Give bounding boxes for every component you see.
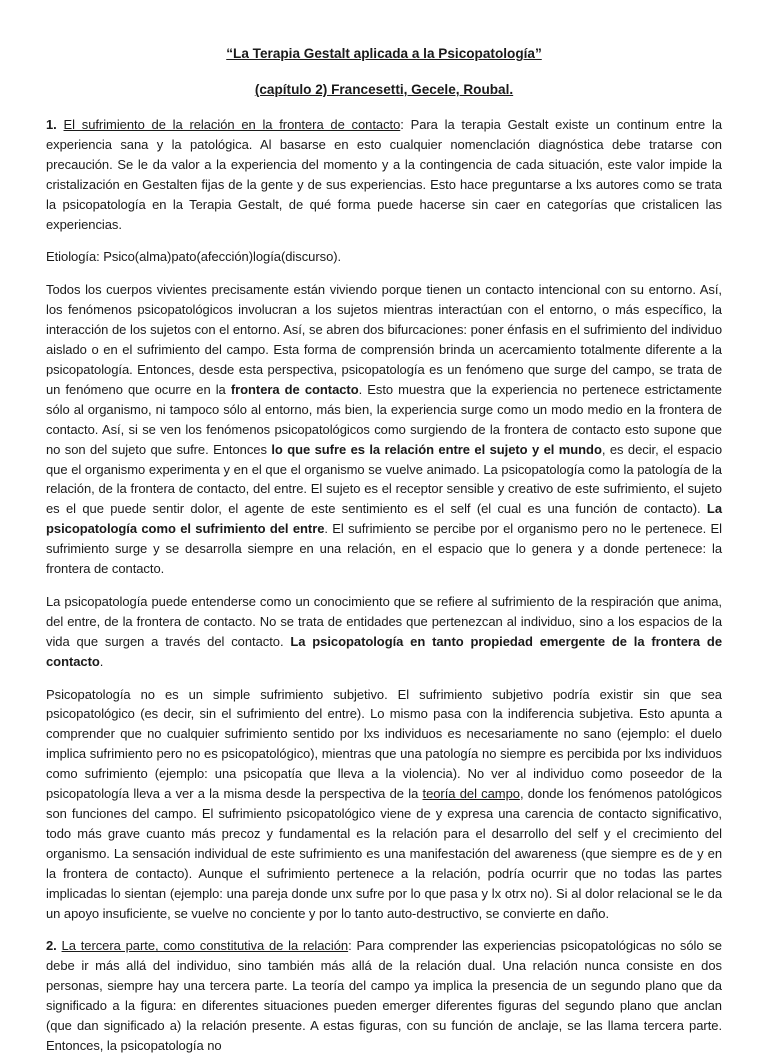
text-run: . xyxy=(99,653,104,669)
paragraph xyxy=(46,936,722,1055)
text-run: , es decir, el espacio que el organismo experimenta y en el que el organismo se vuelve animado. La psicopatología como la patología de la relación, de la frontera de contacto, del entre. El sujeto es el receptor sensible y creativo de este sufrimiento, el sujeto es el que puede sentir dolor, el agente de este sentimiento es el self (el cual es una función de contacto). xyxy=(46,441,723,517)
bold-text: 2. xyxy=(46,938,62,954)
underlined-heading: El sufrimiento de la relación en la frontera de contacto xyxy=(63,117,401,132)
bold-text: La psicopatología en tanto propiedad emergente de la frontera de contacto xyxy=(46,633,722,669)
underlined-heading: teoría del campo xyxy=(422,786,520,802)
underlined-heading: La tercera parte, como constitutiva de la relación xyxy=(61,938,349,954)
document-body xyxy=(46,115,722,1056)
text-run: La psicopatología puede entenderse como un conocimiento que se refiere al sufrimiento de la respiración que anima, del entre, de la frontera de contacto. No se trata de entidades que pertenezcan al individuo, sino a los espacios de la vida que surgen a través del contacto. xyxy=(46,593,722,649)
text-run: Etiología: Psico(alma)pato(afección)logía(discurso). xyxy=(46,249,342,265)
paragraph xyxy=(46,685,722,924)
bold-text: 1. xyxy=(46,117,64,132)
bold-text: lo que sufre es la relación entre el sujeto y el mundo xyxy=(271,441,602,457)
text-run: . Esto muestra que la experiencia no pertenece estrictamente sólo al organismo, ni tampoco sólo al entorno, más bien, la experiencia surge como un modo medio en la frontera de contacto. Así, si se ven los fenómenos psicopatológicos como surgiendo de la frontera de contacto esto supone que no son del sujeto que sufre. Entonces xyxy=(46,381,722,457)
bold-text: frontera de contacto xyxy=(230,381,359,397)
text-run: . El sufrimiento se percibe por el organismo pero no le pertenece. El sufrimiento surge y se desarrolla siempre en una relación, en el espacio que lo genera y a donde pertenece: la frontera de contacto. xyxy=(46,521,722,577)
bold-text: La psicopatología como el sufrimiento del entre xyxy=(46,501,722,537)
text-run: : Para comprender las experiencias psicopatológicas no sólo se debe ir más allá del individuo, sino también más allá de la relación dual. Una relación nunca consiste en dos personas, siempre hay una tercera parte. La teoría del campo ya implica la presencia de un segundo plano que da significado a la figura: en diferentes situaciones pueden emerger diferentes figuras del segundo plano que anclan (que dan significado a) la relación presente. A estas figuras, con su función de anclaje, se las llama tercera parte. Entonces, la psicopatología no xyxy=(46,938,722,1053)
document-subtitle: (capítulo 2) Francesetti, Gecele, Roubal. xyxy=(254,82,514,97)
text-run: Todos los cuerpos vivientes precisamente están viviendo porque tienen un contacto intencional con su entorno. Así, los fenómenos psicopatológicos involucran a los sujetos mientras interactúan con el entorno, o más específico, la interacción de los sujetos con el entorno. Así, se abren dos bifurcaciones: poner énfasis en el sufrimiento del individuo aislado o en el sufrimiento del campo. Esta forma de comprensión brinda un acercamiento totalmente diferente a la psicopatología. Entonces, desde esta perspectiva, psicopatología es un fenómeno que surge del campo, se trata de un fenómeno que ocurre en la xyxy=(46,282,722,397)
paragraph xyxy=(46,592,722,672)
paragraph xyxy=(46,115,722,234)
paragraph xyxy=(46,280,722,579)
paragraph xyxy=(46,247,722,267)
text-run: , donde los fenómenos patológicos son funciones del campo. El sufrimiento psicopatológico viene de y expresa una carencia de contacto significativo, todo más grave cuanto más precoz y fundamental es la relación para el desarrollo del self y el crecimiento del organismo. La sensación individual de este sufrimiento es una manifestación del awareness (que siempre es de y en la frontera de contacto). Aunque el sufrimiento pertenece a la relación, podría ocurrir que no todas las partes implicadas lo sientan (ejemplo: una pareja donde unx sufre por lo que pasa y lx otrx no). Si al dolor relacional se le da un apoyo insuficiente, se vuelve no conciente y por lo tanto auto-destructivo, se convierte en daño. xyxy=(46,786,722,921)
text-run: Psicopatología no es un simple sufrimiento subjetivo. El sufrimiento subjetivo podría existir sin que sea psicopatológico (es decir, sin el sufrimiento del entre). Lo mismo pasa con la indiferencia subjetiva. Esto apunta a comprender que no cualquier sufrimiento sentido por lxs individuos es necesariamente no sano (ejemplo: el duelo implica sufrimiento pero no es psicopatológico), mientras que una patología no siempre es percibida por lxs individuos como sufrimiento (ejemplo: una psicopatía que lleva a la violencia). No ver al individuo como poseedor de la psicopatología lleva a ver a la misma desde la perspectiva de la xyxy=(46,686,722,802)
document-title: “La Terapia Gestalt aplicada a la Psicopatología” xyxy=(226,46,542,61)
text-run: : Para la terapia Gestalt existe un continum entre la experiencia sana y la patológica. Al basarse en esto cualquier nomenclación diagnóstica debe tratarse con precaución. Se le da valor a la experiencia del momento y a la contingencia de cada situación, este valor impide la cristalización en Gestalten fijas de la gente y de sus experiencias. Esto hace preguntarse a lxs autores como se trata la psicopatología en la Terapia Gestalt, de qué forma puede hacerse sin caer en categorías que cristalicen las experiencias. xyxy=(46,117,722,232)
